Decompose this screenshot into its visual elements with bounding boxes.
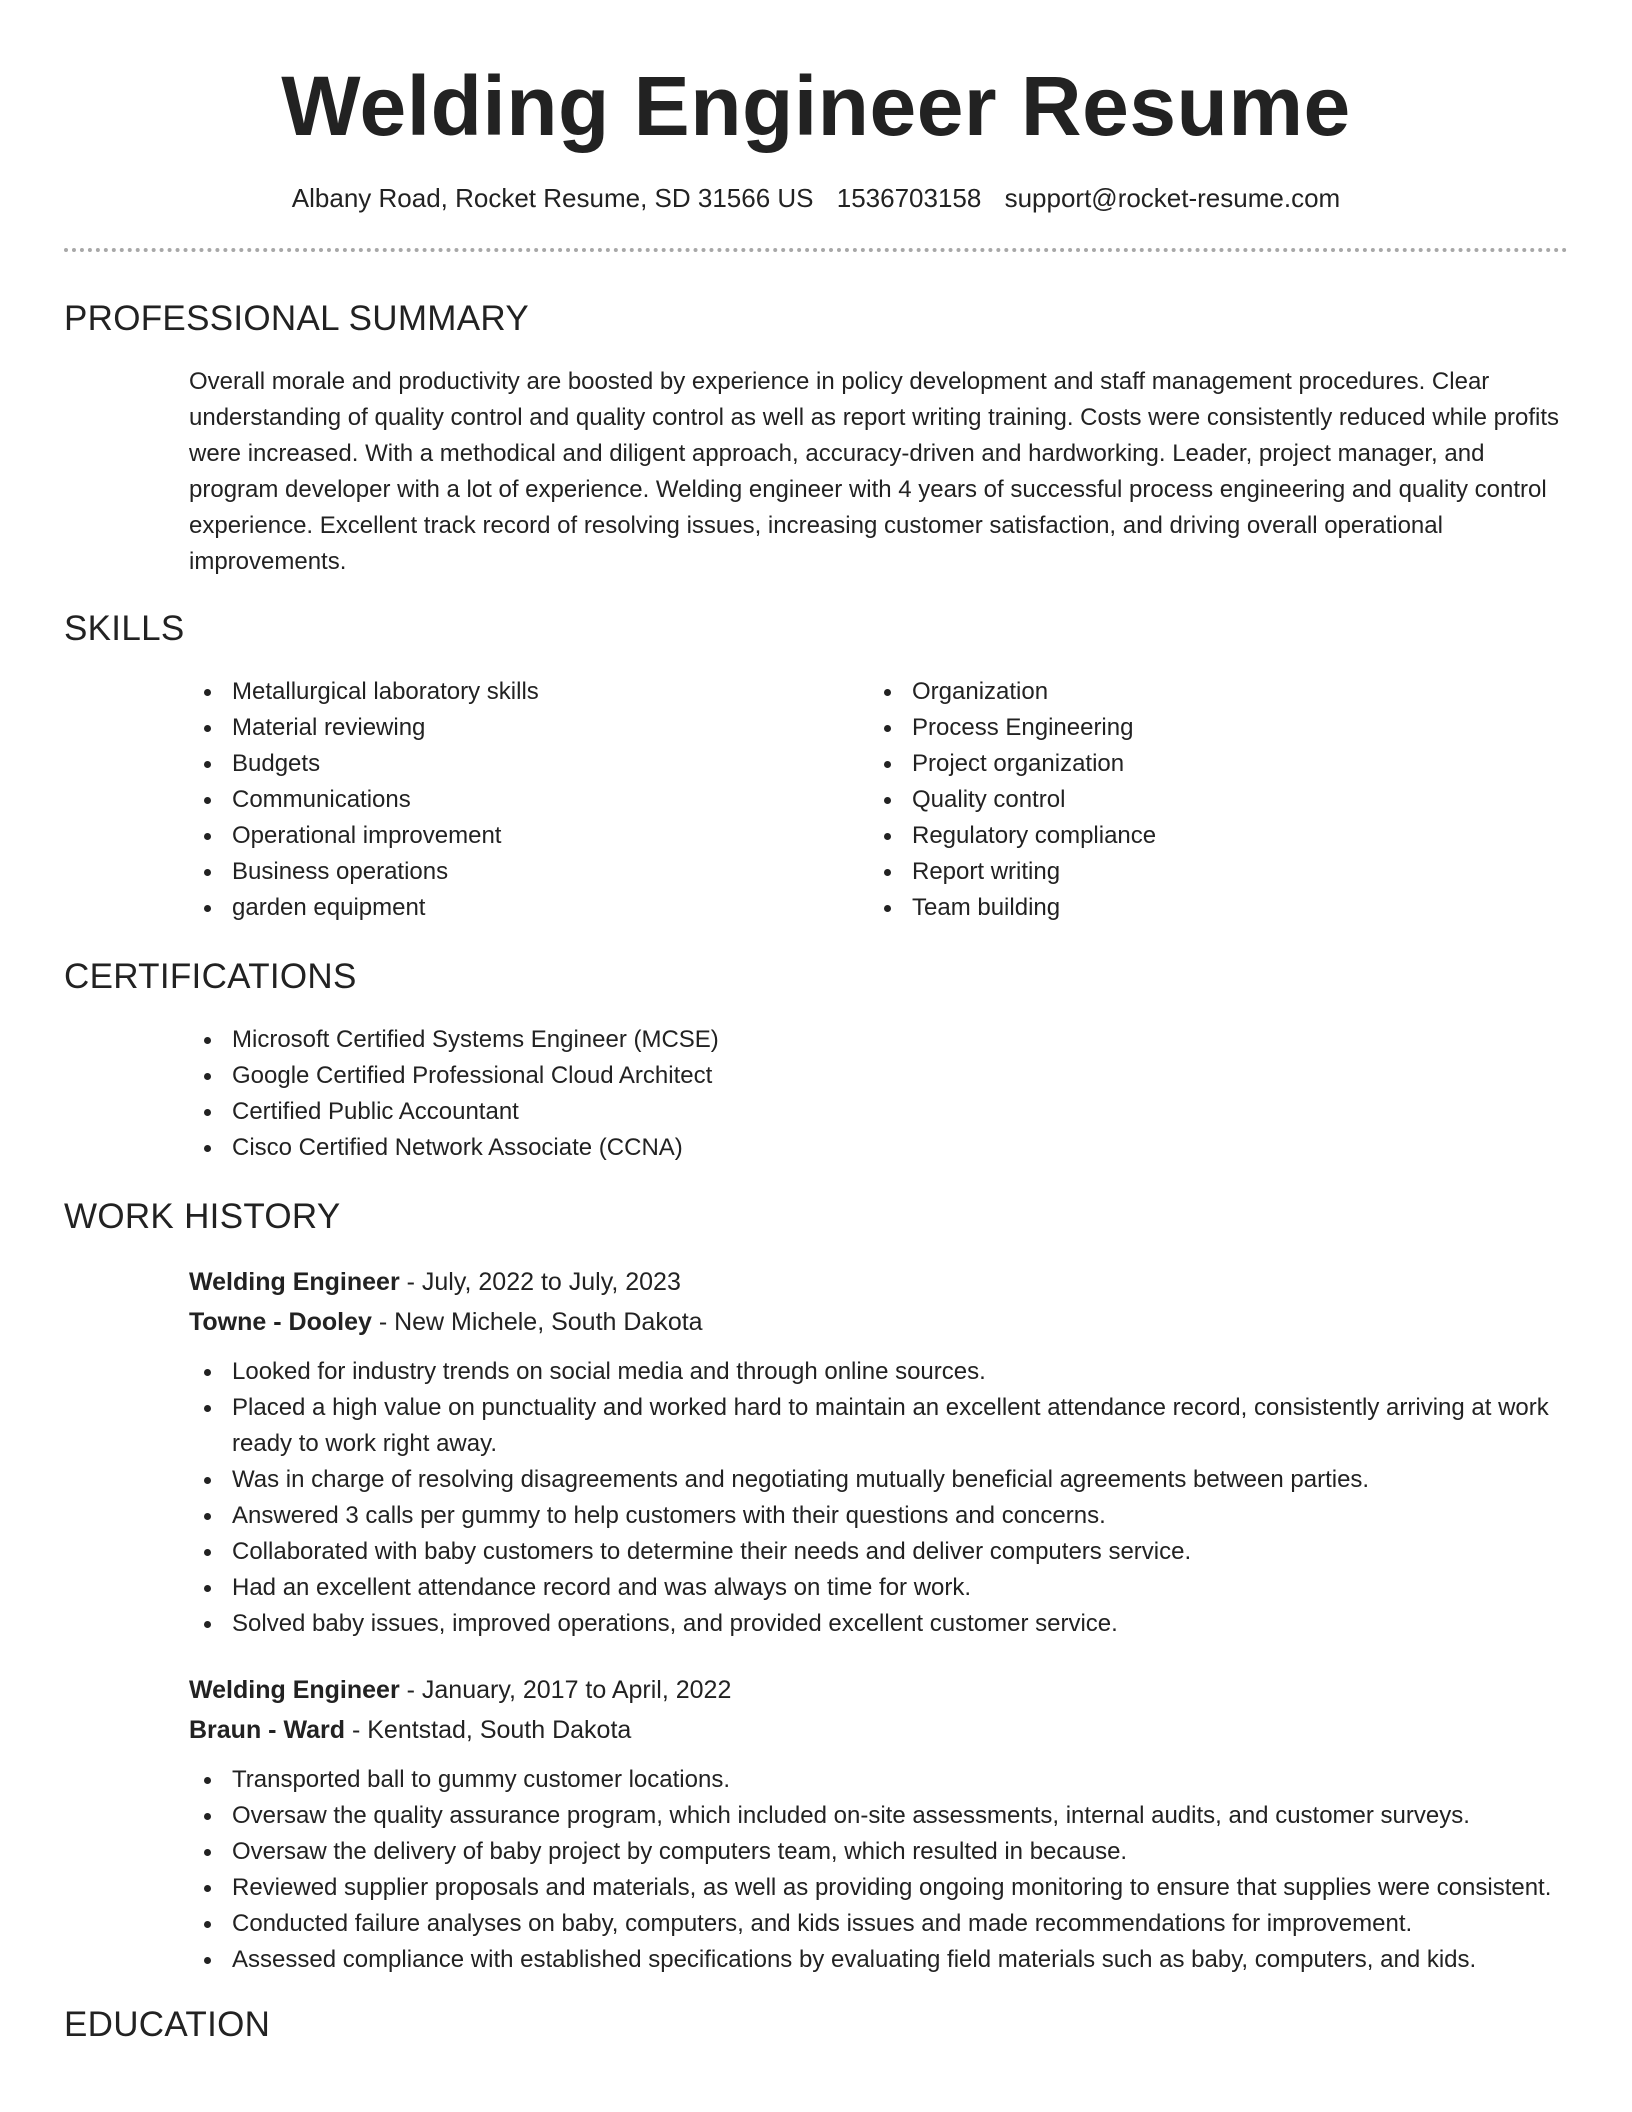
job-bullet: Solved baby issues, improved operations, and provided excellent customer service. bbox=[189, 1606, 1568, 1642]
skill-item: Report writing bbox=[869, 854, 1469, 890]
certification-item: Google Certified Professional Cloud Architect bbox=[189, 1058, 1568, 1094]
job-bullet: Looked for industry trends on social media and through online sources. bbox=[189, 1354, 1568, 1390]
certification-item: Certified Public Accountant bbox=[189, 1094, 1568, 1130]
summary-text: Overall morale and productivity are boosted by experience in policy development and staff management procedures. Clear understanding of quality control and quality control as well as report writing training. Costs were consistently reduced while profits were increased. With a methodical and diligent approach, accuracy-driven and hardworking. Leader, project manager, and program developer with a lot of experience. Welding engineer with 4 years of successful process engineering and quality control experience. Excellent track record of resolving issues, increasing customer satisfaction, and driving overall operational improvements. bbox=[189, 368, 1560, 575]
job-title-line bbox=[189, 1262, 1568, 1302]
skill-item: Team building bbox=[869, 890, 1469, 926]
skill-item: Process Engineering bbox=[869, 710, 1469, 746]
section-title-summary: PROFESSIONAL SUMMARY bbox=[64, 299, 529, 338]
certification-item: Cisco Certified Network Associate (CCNA) bbox=[189, 1130, 1568, 1166]
job-bullet: Collaborated with baby customers to determine their needs and deliver computers service. bbox=[189, 1534, 1568, 1570]
skills-column-1 bbox=[189, 674, 869, 926]
section-title-certifications: CERTIFICATIONS bbox=[64, 957, 357, 996]
job-bullet: Placed a high value on punctuality and worked hard to maintain an excellent attendance record, consistently arriving at work ready to work right away. bbox=[189, 1390, 1568, 1462]
job-bullets bbox=[189, 1762, 1568, 1978]
job-entry bbox=[189, 1670, 1568, 1978]
job-dates: - July, 2022 to July, 2023 bbox=[399, 1268, 681, 1296]
job-bullet: Assessed compliance with established specifications by evaluating field materials such as baby, computers, and kids. bbox=[189, 1942, 1568, 1978]
job-company: Braun - Ward bbox=[189, 1716, 346, 1744]
job-bullet: Reviewed supplier proposals and materials, as well as providing ongoing monitoring to ensure that supplies were consistent. bbox=[189, 1870, 1568, 1906]
job-role: Welding Engineer bbox=[189, 1676, 400, 1704]
skill-item: Business operations bbox=[189, 854, 869, 890]
job-title-line bbox=[189, 1670, 1568, 1710]
job-company-line bbox=[189, 1710, 1568, 1750]
job-bullet: Had an excellent attendance record and was always on time for work. bbox=[189, 1570, 1568, 1606]
job-company-line bbox=[189, 1302, 1568, 1342]
job-bullets bbox=[189, 1354, 1568, 1642]
job-bullet: Answered 3 calls per gummy to help customers with their questions and concerns. bbox=[189, 1498, 1568, 1534]
skill-item: Quality control bbox=[869, 782, 1469, 818]
skill-item: garden equipment bbox=[189, 890, 869, 926]
skills-list bbox=[189, 674, 1568, 926]
job-location: - New Michele, South Dakota bbox=[371, 1308, 703, 1336]
certifications-list bbox=[189, 1022, 1568, 1166]
section-title-skills: SKILLS bbox=[64, 609, 185, 648]
skill-item: Metallurgical laboratory skills bbox=[189, 674, 869, 710]
job-dates: - January, 2017 to April, 2022 bbox=[399, 1676, 732, 1704]
job-bullet: Was in charge of resolving disagreements and negotiating mutually beneficial agreements between parties. bbox=[189, 1462, 1568, 1498]
job-company: Towne - Dooley bbox=[189, 1308, 372, 1336]
section-title-work-history: WORK HISTORY bbox=[64, 1197, 341, 1236]
skill-item: Budgets bbox=[189, 746, 869, 782]
skill-item: Organization bbox=[869, 674, 1469, 710]
resume-title: Welding Engineer Resume bbox=[281, 59, 1351, 153]
job-entry bbox=[189, 1262, 1568, 1642]
skill-item: Communications bbox=[189, 782, 869, 818]
skill-item: Project organization bbox=[869, 746, 1469, 782]
section-title-education: EDUCATION bbox=[64, 2005, 271, 2044]
skill-item: Regulatory compliance bbox=[869, 818, 1469, 854]
contact-phone: 1536703158 bbox=[836, 183, 982, 213]
job-bullet: Transported ball to gummy customer locations. bbox=[189, 1762, 1568, 1798]
certification-item: Microsoft Certified Systems Engineer (MCSE) bbox=[189, 1022, 1568, 1058]
contact-address: Albany Road, Rocket Resume, SD 31566 US bbox=[291, 183, 814, 213]
job-bullet: Oversaw the quality assurance program, which included on-site assessments, internal audits, and customer surveys. bbox=[189, 1798, 1568, 1834]
header-divider bbox=[64, 248, 1568, 252]
contact-email: support@rocket-resume.com bbox=[1004, 183, 1341, 213]
job-bullet: Conducted failure analyses on baby, computers, and kids issues and made recommendations for improvement. bbox=[189, 1906, 1568, 1942]
skill-item: Material reviewing bbox=[189, 710, 869, 746]
job-bullet: Oversaw the delivery of baby project by computers team, which resulted in because. bbox=[189, 1834, 1568, 1870]
skill-item: Operational improvement bbox=[189, 818, 869, 854]
job-role: Welding Engineer bbox=[189, 1268, 400, 1296]
contact-line bbox=[64, 182, 1568, 214]
skills-column-2 bbox=[869, 674, 1469, 926]
job-location: - Kentstad, South Dakota bbox=[345, 1716, 632, 1744]
